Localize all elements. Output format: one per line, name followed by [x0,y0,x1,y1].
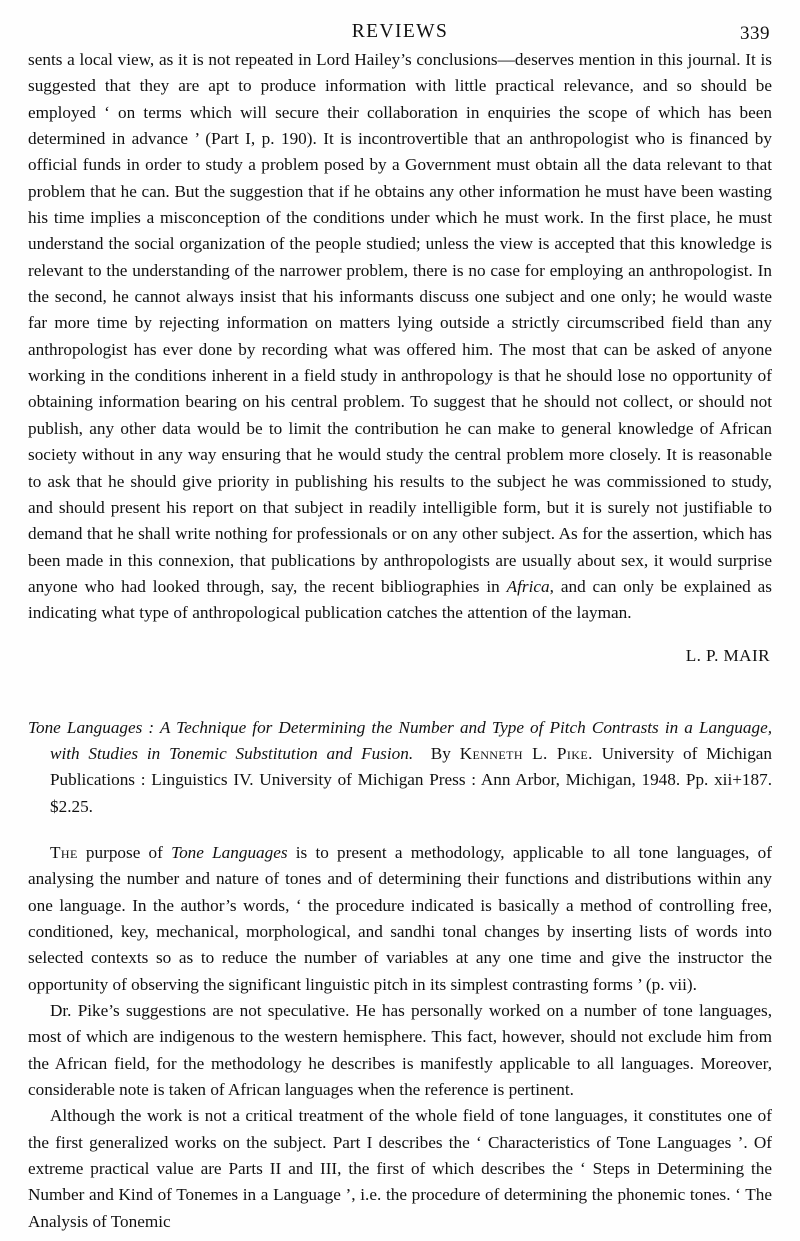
review-paragraph-2: Dr. Pike’s suggestions are not speculative. He has personally worked on a number of tone languages, most of which are indigenous to the western hemisphere. This fact, however, should not exclude him from the African field, for the methodology he describes is manifestly applicable to all languages. Moreover, considerable note is taken of African languages when the reference is pertinent. [28,1001,772,1100]
page-number: 339 [740,23,770,44]
paragraph-1-lead: purpose of [77,842,172,862]
journal-title-africa: Africa [506,576,550,596]
review-paragraph-1 [28,840,772,998]
book-title: Tone Languages : A Technique for Determining the Number and Type of Pitch Contrasts in a Language, with Studies in Tonemic Substitution and Fusion. [28,717,772,763]
running-head-title: REVIEWS [351,21,449,42]
paragraph-lead-text: sents a local view, as it is not repeated in Lord Hailey’s conclusions—deserves mention in this journal. It is suggested that they are apt to produce information with little practical relevance, and so should be employed ‘ on terms which will secure their collaboration in enquiries the scope of which has been determined in advance ’ (Part I, p. 190). It is incontrovertible that an anthropologist who is financed by official funds in order to study a problem posed by a Government must obtain all the data relevant to that problem that he can. But the suggestion that if he obtains any other information he must have been wasting his time implies a misconception of the conditions under which he must work. In the first place, he must understand the social organization of the people studied; unless the view is accepted that this knowledge is relevant to the understanding of the narrower problem, there is no case for employing an anthropologist. In the second, he cannot always insist that his informants discuss one subject and one only; he would waste far more time by rejecting information on matters lying outside a strictly circumscribed field than any anthropologist has ever done by recording what was offered him. The most that can be asked of anyone working in the conditions inherent in a field study in anthropology is that he should lose no opportunity of obtaining information bearing on his central problem. To suggest that he should not collect, or should not publish, any other data would be to limit the contribution he can make to general knowledge of African society without in any way ensuring that he would study the central problem more closely. It is reasonable to ask that he should give priority in publishing his results to the subject he was commissioned to study, and should present his report on that subject in readily intelligible form, but it is surely not justifiable to demand that he shall write nothing for professionals or on any other subject. As for the assertion, which has been made in this connexion, that publications by anthropologists are usually about sex, it would surprise anyone who had looked through, say, the recent bibliographies in [28,50,772,596]
reviewer-signature [28,643,772,669]
running-head [28,0,772,46]
reviewer-name: L. P. MAIR [685,645,770,665]
paragraph-opener-smallcaps: The [50,842,78,862]
paragraph-1-tail: is to present a methodology, applicable to all tone languages, of analysing the number and nature of tones and of determining their functions and distributions within any one language. In the author’s words, ‘ the procedure indicated is basically a method of controlling free, conditioned, key, mechanical, morphological, and sandhi tonal changes by inserting lists of words into selected contexts so as to reduce the number of variables at any one time and give the instructor the opportunity of observing the significant linguistic pitch in its simplest contrasting forms ’ (p. vii). [28,842,772,994]
review-two-body [28,840,772,1235]
review-one-continued-paragraph [28,47,772,627]
page-content [28,0,772,1235]
book-citation [28,715,772,820]
book-author: Kenneth L. Pike. [459,743,593,763]
review-two [28,715,772,1236]
review-paragraph-3: Although the work is not a critical treatment of the whole field of tone languages, it constitutes one of the first generalized works on the subject. Part I describes the ‘ Characteristics of Tone Languages ’. Of extreme practical value are Parts II and III, the first of which describes the ‘ Steps in Determining the Number and Kind of Tonemes in a Language ’, i.e. the procedure of determining the phonemic tones. ‘ The Analysis of Tonemic [28,1106,772,1231]
paragraph-tail-text: , and can only be explained as indicating what type of anthropological publication catches the attention of the layman. [28,576,772,623]
book-title-inline: Tone Languages [171,842,288,862]
by-label: By [430,743,451,763]
book-imprint: University of Michigan Publications : Linguistics IV. University of Michigan Press : Ann Arbor, Michigan, 1948. Pp. xii+187. $2.25. [50,743,773,816]
